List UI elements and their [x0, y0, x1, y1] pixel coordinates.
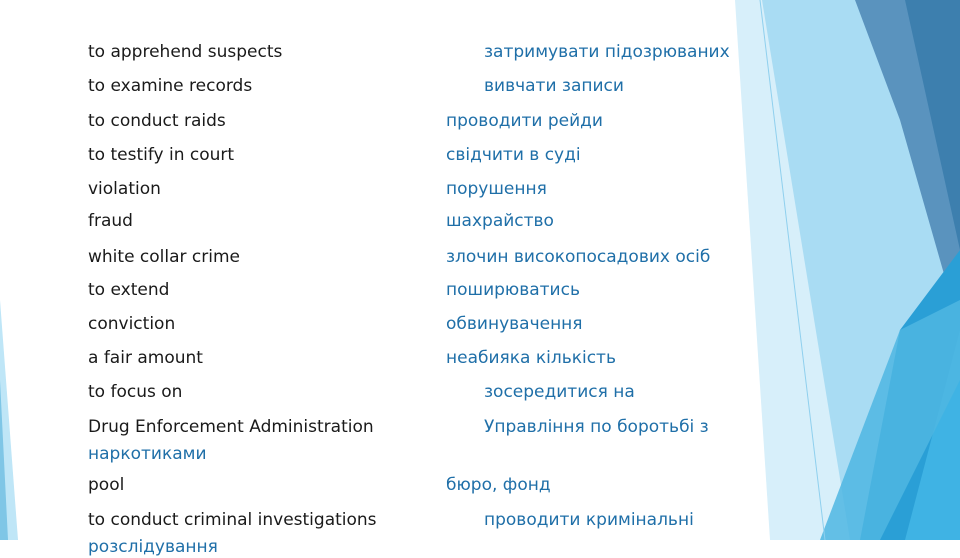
english-term: conviction — [88, 314, 176, 334]
english-term: white collar crime — [88, 247, 241, 267]
ukrainian-translation: порушення — [446, 179, 547, 199]
english-term: to focus on — [88, 382, 183, 402]
ukrainian-translation: свідчити в суді — [446, 145, 581, 165]
english-term: pool — [88, 475, 125, 495]
ukrainian-translation: проводити кримінальні — [484, 510, 694, 530]
ukrainian-translation: обвинувачення — [446, 314, 583, 334]
english-term: Drug Enforcement Administration — [88, 417, 374, 437]
ukrainian-translation: поширюватись — [446, 280, 580, 300]
ukrainian-translation: Управління по боротьбі з — [484, 417, 709, 437]
english-term: a fair amount — [88, 348, 203, 368]
ukrainian-translation: шахрайство — [446, 211, 554, 231]
ukrainian-translation: неабияка кількість — [446, 348, 616, 368]
english-term: to examine records — [88, 76, 253, 96]
ukrainian-translation: зосередитися на — [484, 382, 635, 402]
english-term: fraud — [88, 211, 133, 231]
ukrainian-translation: затримувати підозрюваних — [484, 42, 730, 62]
ukrainian-translation-continued: наркотиками — [88, 444, 207, 464]
ukrainian-translation: бюро, фонд — [446, 475, 551, 495]
english-term: to conduct criminal investigations — [88, 510, 377, 530]
english-term: to testify in court — [88, 145, 235, 165]
ukrainian-translation: проводити рейди — [446, 111, 603, 131]
ukrainian-translation-continued: розслідування — [88, 537, 218, 557]
ukrainian-translation: вивчати записи — [484, 76, 624, 96]
english-term: violation — [88, 179, 161, 199]
english-term: to apprehend suspects — [88, 42, 283, 62]
english-term: to extend — [88, 280, 170, 300]
english-term: to conduct raids — [88, 111, 226, 131]
ukrainian-translation: злочин високопосадових осіб — [446, 247, 711, 267]
